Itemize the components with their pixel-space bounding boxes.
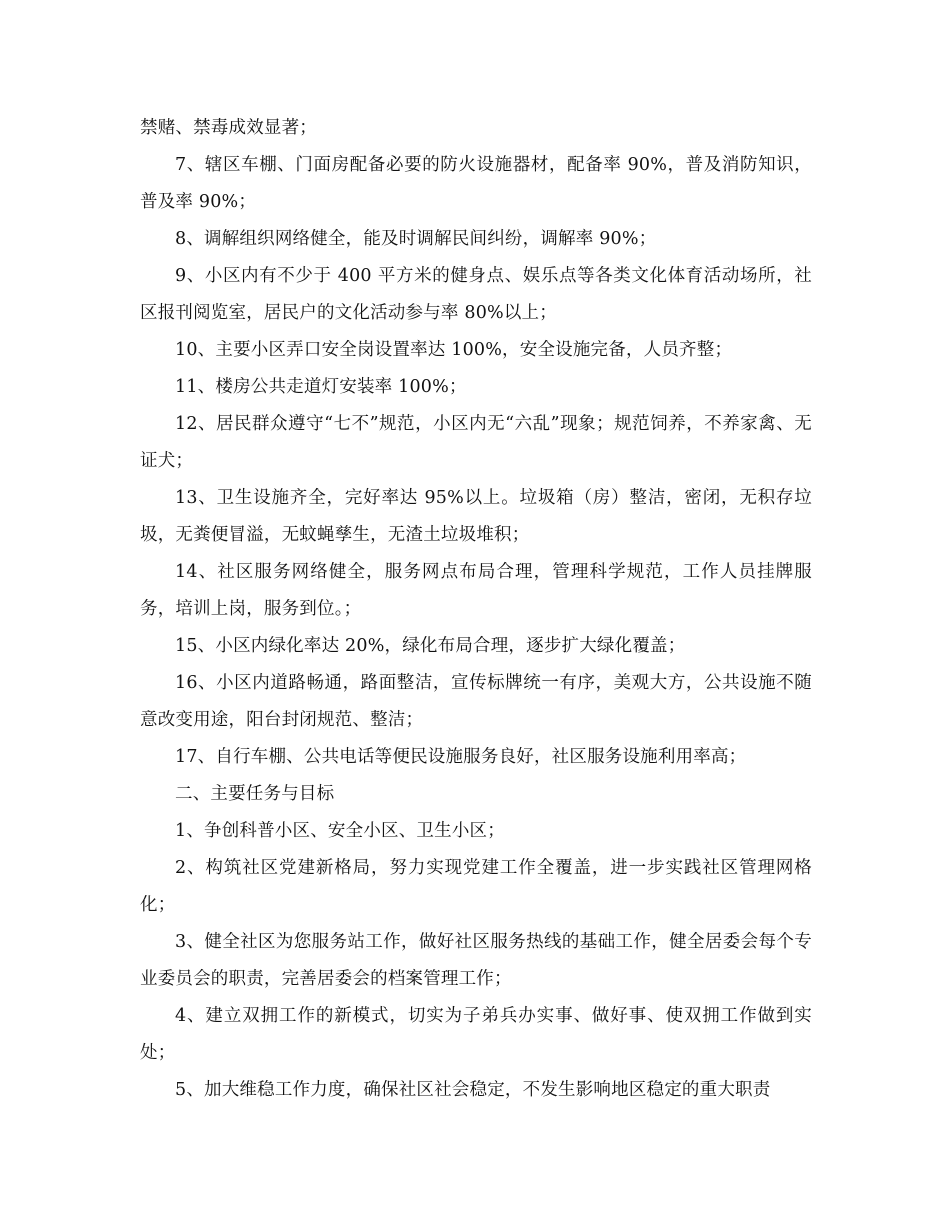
paragraph-item-7: 7、辖区车棚、门面房配备必要的防火设施器材，配备率 90%，普及消防知识，普及率 90%； xyxy=(140,155,812,212)
paragraph-item-13: 13、卫生设施齐全，完好率达 95%以上。垃圾箱（房）整洁，密闭，无积存垃圾，无粪便冒溢，无蚊蝇孳生，无渣土垃圾堆积； xyxy=(140,488,812,545)
task-item-1: 1、争创科普小区、安全小区、卫生小区； xyxy=(175,821,505,841)
task-item-2: 2、构筑社区党建新格局，努力实现党建工作全覆盖，进一步实践社区管理网格化； xyxy=(140,858,812,915)
section-heading-tasks: 二、主要任务与目标 xyxy=(175,784,335,804)
document-body xyxy=(140,110,812,1109)
paragraph-continuation: 禁赌、禁毒成效显著； xyxy=(140,118,317,138)
paragraph-item-8: 8、调解组织网络健全，能及时调解民间纠纷，调解率 90%； xyxy=(175,229,657,249)
paragraph-item-12: 12、居民群众遵守“七不”规范，小区内无“六乱”现象；规范饲养，不养家禽、无证犬； xyxy=(140,414,812,471)
paragraph-item-14: 14、社区服务网络健全，服务网点布局合理，管理科学规范，工作人员挂牌服务，培训上岗，服务到位。； xyxy=(140,562,812,619)
paragraph-item-16: 16、小区内道路畅通，路面整洁，宣传标牌统一有序，美观大方，公共设施不随意改变用途，阳台封闭规范、整洁； xyxy=(140,673,812,730)
task-item-4: 4、建立双拥工作的新模式，切实为子弟兵办实事、做好事、使双拥工作做到实处； xyxy=(140,1006,812,1063)
paragraph-item-11: 11、楼房公共走道灯安装率 100%； xyxy=(175,377,467,397)
paragraph-item-10: 10、主要小区弄口安全岗设置率达 100%，安全设施完备，人员齐整； xyxy=(175,340,733,360)
task-item-3: 3、健全社区为您服务站工作，做好社区服务热线的基础工作，健全居委会每个专业委员会的职责，完善居委会的档案管理工作； xyxy=(140,932,812,989)
paragraph-item-15: 15、小区内绿化率达 20%，绿化布局合理，逐步扩大绿化覆盖； xyxy=(175,636,686,656)
task-item-5: 5、加大维稳工作力度，确保社区社会稳定，不发生影响地区稳定的重大职责 xyxy=(175,1080,771,1100)
paragraph-item-9: 9、小区内有不少于 400 平方米的健身点、娱乐点等各类文化体育活动场所，社区报刊阅览室，居民户的文化活动参与率 80%以上； xyxy=(140,266,812,323)
paragraph-item-17: 17、自行车棚、公共电话等便民设施服务良好，社区服务设施利用率高； xyxy=(175,747,747,767)
